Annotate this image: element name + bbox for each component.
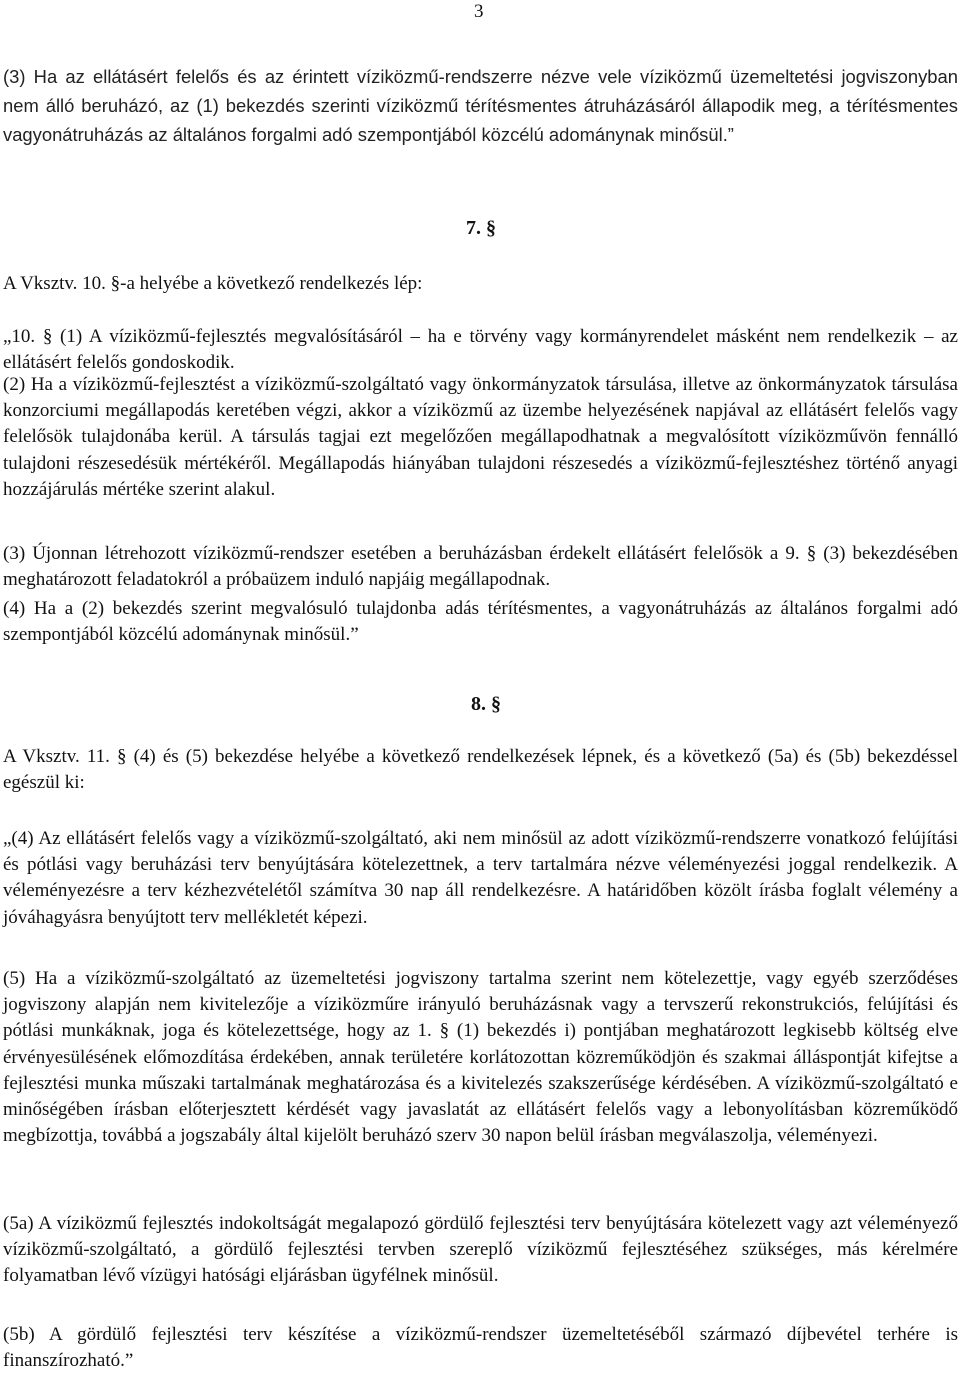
- section-7-intro: A Vksztv. 10. §-a helyébe a következő rendelkezés lép:: [3, 273, 423, 294]
- section-8-intro: A Vksztv. 11. § (4) és (5) bekezdése helyébe a következő rendelkezések lépnek, és a következő (5a) és (5b) bekezdéssel egészül ki:: [3, 746, 958, 794]
- page-number: 3: [474, 1, 484, 22]
- section-7-paragraph-4: (4) Ha a (2) bekezdés szerint megvalósuló tulajdonba adás térítésmentes, a vagyonátruházás az általános forgalmi adó szempontjából közcélú adománynak minősül.”: [3, 598, 958, 646]
- section-8-paragraph-5: (5) Ha a víziközmű-szolgáltató az üzemeltetési jogviszony tartalma szerint nem kötelezettje, vagy egyéb szerződéses jogviszony alapján nem kivitelezője a víziközműre irányuló beruházásnak vagy a tervszerű rekonstrukciós, felújítási és pótlási munkáknak, joga és kötelezettsége, hogy az 1. § (1) bekezdés i) pontjában meghatározott legkisebb költség elve érvényesülésének előmozdítása érdekében, annak területére korlátozottan közreműködjön és szakmai álláspontját kifejtse a fejlesztési munka műszaki tartalmának meghatározása és a kivitelezés szakszerűsége kérdésében. A víziközmű-szolgáltató e minőségében írásban előterjesztett kérdését vagy javaslatát az ellátásért felelős vagy a lebonyolításban közreműködő megbízottja, továbbá a jogszabály által kijelölt beruházó szerv 30 napon belül írásban megválaszolja, véleményezi.: [3, 968, 958, 1147]
- section-7-paragraph-2: (2) Ha a víziközmű-fejlesztést a víziközmű-szolgáltató vagy önkormányzatok társulása, illetve az önkormányzatok társulása konzorciumi megállapodás keretében végzi, akkor a víziközmű az üzembe helyezésének napjával az ellátásért felelős vagy felelősök tulajdonába kerül. A társulás tagjai ezt megelőzően megállapodhatnak a megvalósított víziközművön fennálló tulajdoni részesedésük mértékéről. Megállapodás hiányában tulajdoni részesedés a víziközmű-fejlesztéshez történő anyagi hozzájárulás mértéke szerint alakul.: [3, 374, 958, 500]
- section-8-paragraph-4: „(4) Az ellátásért felelős vagy a víziközmű-szolgáltató, aki nem minősül az adott víziközmű-rendszerre vonatkozó felújítási és pótlási vagy beruházási terv benyújtására kötelezettnek, a terv tartalmára nézve véleményezési joggal rendelkezik. A véleményezésre a terv kézhezvételétől számítva 30 nap áll rendelkezésre. A határidőben közölt írásba foglalt vélemény a jóváhagyásra benyújtott terv mellékletét képezi.: [3, 828, 958, 928]
- section-8-paragraph-5a: (5a) A víziközmű fejlesztés indokoltságát megalapozó gördülő fejlesztési terv benyújtására kötelezett vagy azt véleményező víziközmű-szolgáltató, a gördülő fejlesztési tervben szereplő víziközmű fejlesztéséhez szükséges, más kérelmére folyamatban lévő vízügyi hatósági eljárásban ügyfélnek minősül.: [3, 1213, 958, 1287]
- section-8-paragraph-5b: (5b) A gördülő fejlesztési terv készítése a víziközmű-rendszer üzemeltetéséből származó díjbevétel terhére is finanszírozható.”: [3, 1324, 958, 1372]
- section-8-heading: 8. §: [471, 693, 501, 715]
- section-7-heading: 7. §: [466, 217, 496, 239]
- section-7-paragraph-1: „10. § (1) A víziközmű-fejlesztés megvalósításáról – ha e törvény vagy kormányrendelet másként nem rendelkezik – az ellátásért felelős gondoskodik.: [3, 326, 958, 374]
- paragraph-3: (3) Ha az ellátásért felelős és az érintett víziközmű-rendszerre nézve vele víziközmű üzemeltetési jogviszonyban nem álló beruházó, az (1) bekezdés szerinti víziközmű térítésmentes átruházásáról állapodik meg, a térítésmentes vagyonátruházás az általános forgalmi adó szempontjából közcélú adománynak minősül.”: [3, 66, 958, 145]
- section-7-paragraph-3: (3) Újonnan létrehozott víziközmű-rendszer esetében a beruházásban érdekelt ellátásért felelősök a 9. § (3) bekezdésében meghatározott feladatokról a próbaüzem induló napjáig megállapodnak.: [3, 543, 958, 591]
